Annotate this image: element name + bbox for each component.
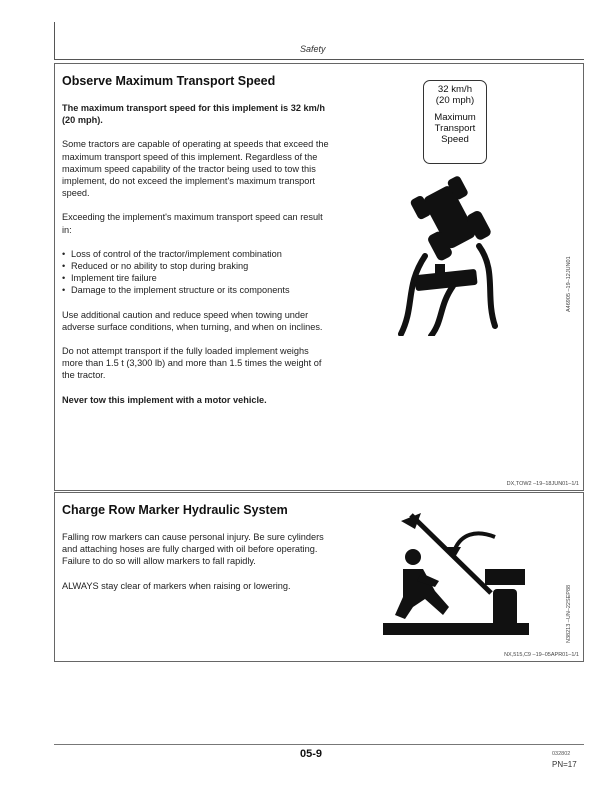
section-transport-speed xyxy=(54,63,584,491)
doc-ref: NX,515,C9 –19–05APR01–1/1 xyxy=(504,652,579,658)
section-text xyxy=(62,102,332,418)
section-title: Charge Row Marker Hydraulic System xyxy=(62,503,288,517)
sign-line: (20 mph) xyxy=(435,95,475,106)
intro-paragraph: The maximum transport speed for this implement is 32 km/h (20 mph). xyxy=(62,103,325,126)
paragraph: ALWAYS stay clear of markers when raising or lowering. xyxy=(62,580,291,591)
page-frame-line xyxy=(54,22,55,60)
warning-paragraph: Never tow this implement with a motor vehicle. xyxy=(62,394,267,405)
list-item: • Loss of control of the tractor/implement combination xyxy=(62,248,332,260)
hazard-list xyxy=(62,248,332,297)
figure-ref: N38213 –UN–22SEP88 xyxy=(566,584,572,643)
paragraph: Some tractors are capable of operating at speeds that exceed the maximum transport speed of this implement. Regardless of the maximum speed capability of the tractor being used to tow this implement, do not exceed the implement's maximum transport speed. xyxy=(62,139,329,199)
speed-sign xyxy=(423,80,487,164)
row-marker-hazard-illustration xyxy=(383,511,529,635)
list-item: • Implement tire failure xyxy=(62,272,332,284)
footer-code: 032802 xyxy=(552,751,571,757)
figure-ref: A46905 –19–12JUN01 xyxy=(566,256,572,312)
tractor-swerving-illustration xyxy=(395,176,505,336)
doc-ref: DX,TOW2 –19–18JUN01–1/1 xyxy=(506,481,579,487)
list-item: • Damage to the implement structure or its components xyxy=(62,284,332,296)
paragraph: Use additional caution and reduce speed when towing under adverse surface conditions, when turning, and when on inclines. xyxy=(62,309,323,332)
sign-line: Speed xyxy=(441,134,469,145)
footer-rule xyxy=(54,744,584,745)
section-header: Safety xyxy=(300,44,326,54)
list-item: • Reduced or no ability to stop during braking xyxy=(62,260,332,272)
footer-pn: PN=17 xyxy=(552,760,577,769)
sign-line: 32 km/h xyxy=(437,84,473,95)
paragraph: Do not attempt transport if the fully loaded implement weighs more than 1.5 t (3,300 lb) and more than 1.5 times the weight of the tractor. xyxy=(62,346,322,381)
header-rule xyxy=(54,59,584,60)
section-title: Observe Maximum Transport Speed xyxy=(62,74,276,88)
sign-line: Transport xyxy=(434,123,476,134)
paragraph: Exceeding the implement's maximum transport speed can result in: xyxy=(62,212,323,235)
paragraph: Falling row markers can cause personal injury. Be sure cylinders and attaching hoses are fully charged with oil before operating. Failure to do so will allow markers to fall rapidly. xyxy=(62,532,324,567)
section-row-marker xyxy=(54,492,584,662)
page-number: 05-9 xyxy=(300,748,323,760)
sign-line: Maximum xyxy=(434,112,476,123)
section-text xyxy=(62,531,332,604)
